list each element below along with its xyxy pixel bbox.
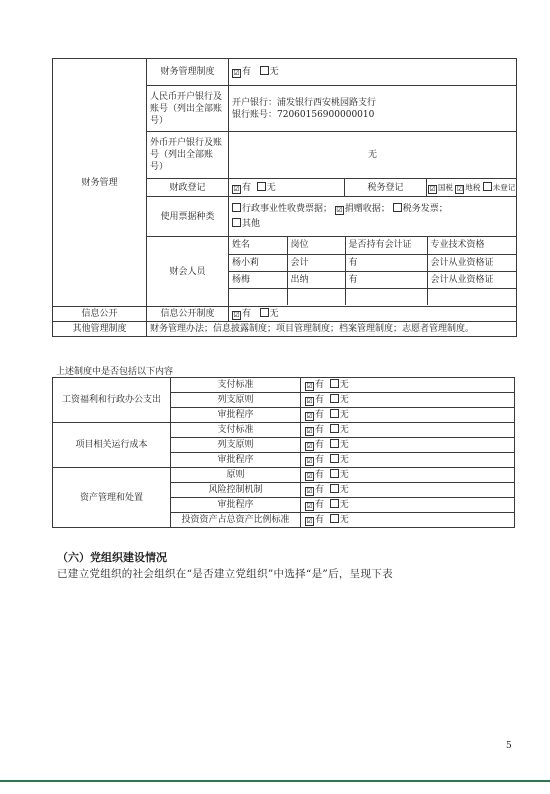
bank-account: 银行账号：72060156900000010 (232, 109, 375, 120)
policy-row (53, 423, 515, 438)
staff-cell: 出纳 (287, 271, 345, 288)
policy-item-label: 投资资产占总资产比例标准 (171, 513, 301, 528)
checkbox-checked-icon[interactable]: ☑ (306, 472, 313, 480)
staff-cell: 会计从业资格证 (427, 271, 517, 288)
checkbox-checked-icon[interactable]: ☑ (306, 487, 313, 495)
policy-row (53, 378, 515, 393)
yes-label: 有 (315, 410, 325, 420)
no-label: 无 (339, 410, 349, 420)
staff-cell: 会计 (287, 254, 345, 271)
policy-item-label: 列支原则 (171, 393, 301, 408)
checkbox-checked-icon[interactable]: ☑ (429, 184, 436, 193)
staff-cell: 会计从业资格证 (427, 254, 517, 271)
no-label: 无 (339, 380, 349, 390)
staff-header-qual: 专业技术资格 (427, 237, 517, 254)
policy-item-label: 风险控制机制 (171, 483, 301, 498)
checkbox-empty-icon[interactable] (260, 308, 269, 317)
policy-item-value (301, 408, 515, 423)
policy-item-value (301, 468, 515, 483)
policy-item-label: 审批程序 (171, 453, 301, 468)
staff-empty-cell (287, 288, 345, 305)
checkbox-empty-icon[interactable] (330, 484, 339, 493)
staff-empty-cell (229, 288, 287, 305)
checkbox-empty-icon[interactable] (232, 218, 241, 227)
yes-label: 有 (315, 515, 325, 525)
policy-item-value (301, 483, 515, 498)
checkbox-empty-icon[interactable] (330, 394, 339, 403)
section-title: （六）党组织建设情况 (57, 551, 167, 564)
policy-item-value (301, 498, 515, 513)
policy-table-body (53, 378, 515, 528)
checkbox-empty-icon[interactable] (232, 203, 241, 212)
policy-item-label: 支付标准 (171, 423, 301, 438)
no-label: 无 (339, 425, 349, 435)
yes-label: 有 (315, 470, 325, 480)
checkbox-empty-icon[interactable] (330, 499, 339, 508)
ticket-types-value: 行政事业性收费票据； ☑ 捐赠收据； 税务发票； 其他 (229, 197, 517, 237)
staff-cell: 有 (345, 254, 427, 271)
rmb-account-label: 人民币开户银行及账号（列出全部账号） (147, 86, 229, 132)
other-group-label: 其他管理制度 (53, 322, 147, 337)
no-label: 无 (339, 455, 349, 465)
no-label: 无 (339, 470, 349, 480)
yes-label: 有 (315, 380, 325, 390)
page-number: 5 (506, 741, 512, 751)
staff-header-name: 姓名 (229, 237, 287, 254)
policy-item-value (301, 378, 515, 393)
no-label: 无 (339, 485, 349, 495)
bank-name: 开户银行：浦发银行西安桃园路支行 (232, 97, 377, 108)
yes-label: 有 (315, 455, 325, 465)
staff-empty-cell (345, 288, 427, 305)
staff-cell: 有 (345, 271, 427, 288)
checkbox-checked-icon[interactable]: ☑ (306, 502, 313, 510)
policy-item-label: 列支原则 (171, 438, 301, 453)
other-systems-text: 财务管理办法；信息披露制度；项目管理制度；档案管理制度；志愿者管理制度。 (147, 322, 517, 337)
yes-label: 有 (315, 440, 325, 450)
checkbox-empty-icon[interactable] (330, 439, 339, 448)
checkbox-checked-icon[interactable]: ☑ (336, 206, 343, 214)
checkbox-empty-icon[interactable] (330, 454, 339, 463)
yes-label: 有 (315, 500, 325, 510)
info-system-value: ☑ 有 无 (229, 307, 517, 322)
checkbox-checked-icon[interactable]: ☑ (233, 184, 240, 193)
staff-empty-cell (427, 288, 517, 305)
finance-system-label: 财务管理制度 (147, 59, 229, 86)
no-label: 无 (339, 500, 349, 510)
policy-item-label: 审批程序 (171, 498, 301, 513)
checkbox-checked-icon[interactable]: ☑ (306, 517, 313, 525)
checkbox-checked-icon[interactable]: ☑ (306, 397, 313, 405)
finance-system-value: ☑ 有 无 (229, 59, 517, 86)
staff-header-cert: 是否持有会计证 (345, 237, 427, 254)
policy-note: 上述制度中是否包括以下内容 (56, 367, 174, 377)
checkbox-empty-icon[interactable] (393, 203, 402, 212)
checkbox-checked-icon[interactable]: ☑ (306, 442, 313, 450)
staff-cell: 杨梅 (229, 271, 287, 288)
policy-item-value (301, 393, 515, 408)
policy-row (53, 468, 515, 483)
checkbox-checked-icon[interactable]: ☑ (233, 311, 240, 319)
checkbox-empty-icon[interactable] (330, 469, 339, 478)
rmb-account-value (229, 86, 517, 132)
policy-item-value (301, 438, 515, 453)
policy-table (52, 377, 515, 528)
info-system-label: 信息公开制度 (147, 307, 229, 322)
checkbox-checked-icon[interactable]: ☑ (306, 427, 313, 435)
ticket-types-label: 使用票据种类 (147, 197, 229, 237)
no-label: 无 (339, 395, 349, 405)
yes-label: 有 (315, 395, 325, 405)
foreign-account-label: 外币开户银行及账号（列出全部账号） (147, 132, 229, 179)
checkbox-empty-icon[interactable] (330, 409, 339, 418)
policy-item-label: 审批程序 (171, 408, 301, 423)
staff-table (229, 237, 517, 305)
finance-group-label: 财务管理 (53, 59, 147, 307)
checkbox-empty-icon[interactable] (330, 514, 339, 523)
no-label: 无 (339, 440, 349, 450)
fiscal-reg-label: 财政登记 (147, 179, 229, 197)
policy-group-label: 项目相关运行成本 (53, 423, 171, 468)
checkbox-empty-icon[interactable] (330, 379, 339, 388)
fiscal-reg-value: ☑ 有 无 (229, 179, 345, 197)
section-text: 已建立党组织的社会组织在“是否建立党组织”中选择“是”后，呈现下表 (57, 568, 393, 580)
tax-reg-value: ☑ 国税 ☑ 地税 未登记 (427, 179, 517, 197)
staff-cell: 杨小莉 (229, 254, 287, 271)
yes-label: 有 (315, 485, 325, 495)
checkbox-checked-icon[interactable]: ☑ (456, 184, 464, 193)
policy-group-label: 资产管理和处置 (53, 468, 171, 528)
no-label: 无 (339, 515, 349, 525)
finance-table (52, 58, 517, 337)
policy-item-label: 支付标准 (171, 378, 301, 393)
bottom-rule (0, 780, 550, 782)
foreign-account-value: 无 (229, 132, 517, 179)
checkbox-empty-icon[interactable] (257, 182, 266, 191)
policy-group-label: 工资福利和行政办公支出 (53, 378, 171, 423)
policy-item-value (301, 453, 515, 468)
checkbox-checked-icon[interactable]: ☑ (233, 69, 240, 77)
checkbox-checked-icon[interactable]: ☑ (306, 457, 313, 465)
policy-item-value (301, 423, 515, 438)
tax-reg-label: 税务登记 (345, 179, 427, 197)
policy-item-label: 原则 (171, 468, 301, 483)
checkbox-empty-icon[interactable] (330, 424, 339, 433)
info-group-label: 信息公开 (53, 307, 147, 322)
staff-header-post: 岗位 (287, 237, 345, 254)
policy-item-value (301, 513, 515, 528)
checkbox-empty-icon[interactable] (260, 66, 269, 75)
checkbox-empty-icon[interactable] (483, 182, 492, 191)
staff-cell (229, 237, 517, 307)
checkbox-checked-icon[interactable]: ☑ (306, 412, 313, 420)
checkbox-checked-icon[interactable]: ☑ (306, 382, 313, 390)
yes-label: 有 (315, 425, 325, 435)
staff-label: 财会人员 (147, 237, 229, 307)
